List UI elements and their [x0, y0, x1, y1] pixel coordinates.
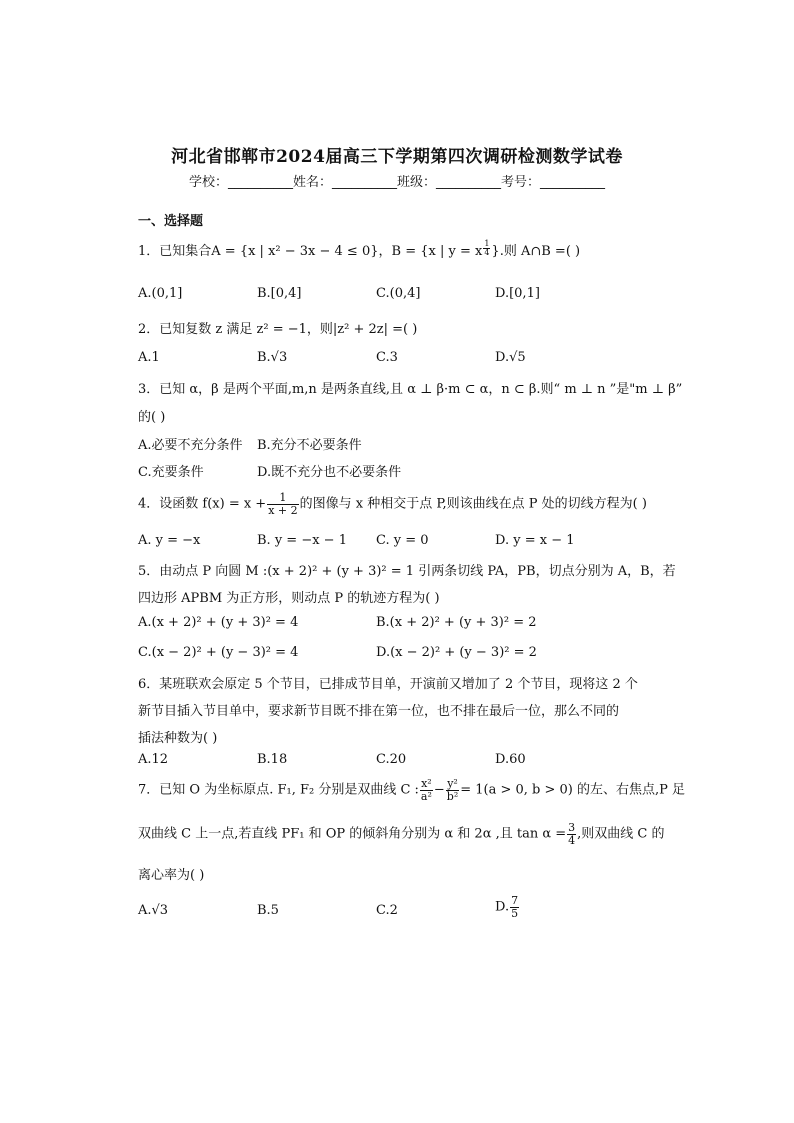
question-7-stem-cont: 双曲线 C 上一点,若直线 PF₁ 和 OP 的倾斜角分别为 α 和 2α ,且 tan α = $\frac{3}{4}$ ,则双曲线 C 的: [138, 821, 665, 847]
q1-option-d: D.[0,1]: [495, 286, 540, 301]
hyperbola-x-fraction: $\frac{\text{x²}}{\text{a²}}$: [420, 777, 432, 803]
q5-option-c: C.(x − 2)² + (y − 3)² = 4: [138, 645, 299, 660]
question-3-stem-cont: 的( ): [138, 410, 166, 425]
q2-option-a: A.1: [138, 350, 160, 365]
q6-option-c: C.20: [376, 752, 407, 767]
tan-fraction: $\frac{3}{4}$: [568, 821, 576, 847]
q7-option-b: B.5: [257, 903, 279, 918]
question-6-stem-cont: 新节目插入节目单中，要求新节目既不排在第一位，也不排在最后一位，那么不同的: [138, 704, 620, 719]
q4-option-b: B. y = −x − 1: [257, 533, 347, 548]
set-a: A = {x | x² − 3x − 4 ≤ 0}: [211, 244, 379, 259]
question-6-stem: 6．某班联欢会原定 5 个节目，已排成节目单，开演前又增加了 2 个节目，现将这 2 个: [138, 677, 638, 692]
q3-option-b: B.充分不必要条件: [257, 438, 362, 453]
question-5-stem: 5．由动点 P 向圆 M :(x + 2)² + (y + 3)² = 1 引两条切线 PA，PB，切点分别为 A，B，若: [138, 564, 676, 579]
q2-option-b: B.√3: [257, 350, 288, 365]
q4-option-a: A. y = −x: [138, 533, 201, 548]
q7-option-c: C.2: [376, 903, 398, 918]
q5-option-b: B.(x + 2)² + (y + 3)² = 2: [376, 615, 537, 630]
option-d-fraction: $\frac{7}{5}$: [511, 894, 519, 920]
exam-title: 河北省邯郸市2024届高三下学期第四次调研检测数学试卷: [171, 147, 623, 167]
q6-option-b: B.18: [257, 752, 288, 767]
q1-option-a: A.(0,1]: [138, 286, 183, 301]
question-3-stem: 3．已知 α，β 是两个平面,m,n 是两条直线,且 α ⊥ β·m ⊂ α，n ⊂ β.则“ m ⊥ n ”是"m ⊥ β”: [138, 382, 683, 397]
q1-option-c: C.(0,4]: [376, 286, 421, 301]
question-4-stem: 4．设函数 f(x) = x + $\frac{1}{x + 2}$ 的图像与 x 种相交于点 P,则该曲线在点 P 处的切线方程为( ): [138, 491, 647, 517]
q3-option-c: C.充要条件: [138, 465, 204, 480]
q3-option-d: D.既不充分也不必要条件: [257, 465, 402, 480]
q3-option-a: A.必要不充分条件: [138, 438, 243, 453]
q2-option-c: C.3: [376, 350, 398, 365]
function-fraction: $\frac{1}{x + 2}$: [268, 491, 298, 517]
q4-option-c: C. y = 0: [376, 533, 429, 548]
q7-option-d: D. $\frac{7}{5}$: [495, 894, 519, 920]
question-6-stem-end: 插法种数为( ): [138, 731, 218, 746]
student-info-line: 学校：__________姓名：__________班级：__________考号：__________: [188, 175, 605, 190]
q5-option-d: D.(x − 2)² + (y − 3)² = 2: [376, 645, 537, 660]
exponent-fraction: $\frac{1}{4}$: [484, 239, 490, 258]
question-7-stem: 7．已知 O 为坐标原点. F₁, F₂ 分别是双曲线 C : $\frac{\text{x²}}{\text{a²}}$ − $\frac{\text{y²}}{\text{b²}}$ = 1(a > 0, b > 0) 的左、右焦点,P 足: [138, 777, 686, 803]
q4-option-d: D. y = x − 1: [495, 533, 575, 548]
q6-option-d: D.60: [495, 752, 526, 767]
hyperbola-y-fraction: $\frac{\text{y²}}{\text{b²}}$: [446, 777, 459, 803]
question-5-stem-cont: 四边形 APBM 为正方形，则动点 P 的轨迹方程为( ): [138, 591, 440, 606]
q7-option-a: A.√3: [138, 903, 169, 918]
q5-option-a: A.(x + 2)² + (y + 3)² = 4: [138, 615, 299, 630]
section-heading: 一、选择题: [138, 214, 204, 229]
q2-option-d: D.√5: [495, 350, 526, 365]
q1-option-b: B.[0,4]: [257, 286, 302, 301]
q6-option-a: A.12: [138, 752, 169, 767]
question-2-stem: 2．已知复数 z 满足 z² = −1，则|z² + 2z| =( ): [138, 322, 418, 337]
question-7-stem-end: 离心率为( ): [138, 868, 205, 883]
question-1-stem: 1．已知集合A = {x | x² − 3x − 4 ≤ 0}，B = {x | y = x $\frac{1}{4}$ }.则 A∩B =( ): [138, 239, 581, 259]
